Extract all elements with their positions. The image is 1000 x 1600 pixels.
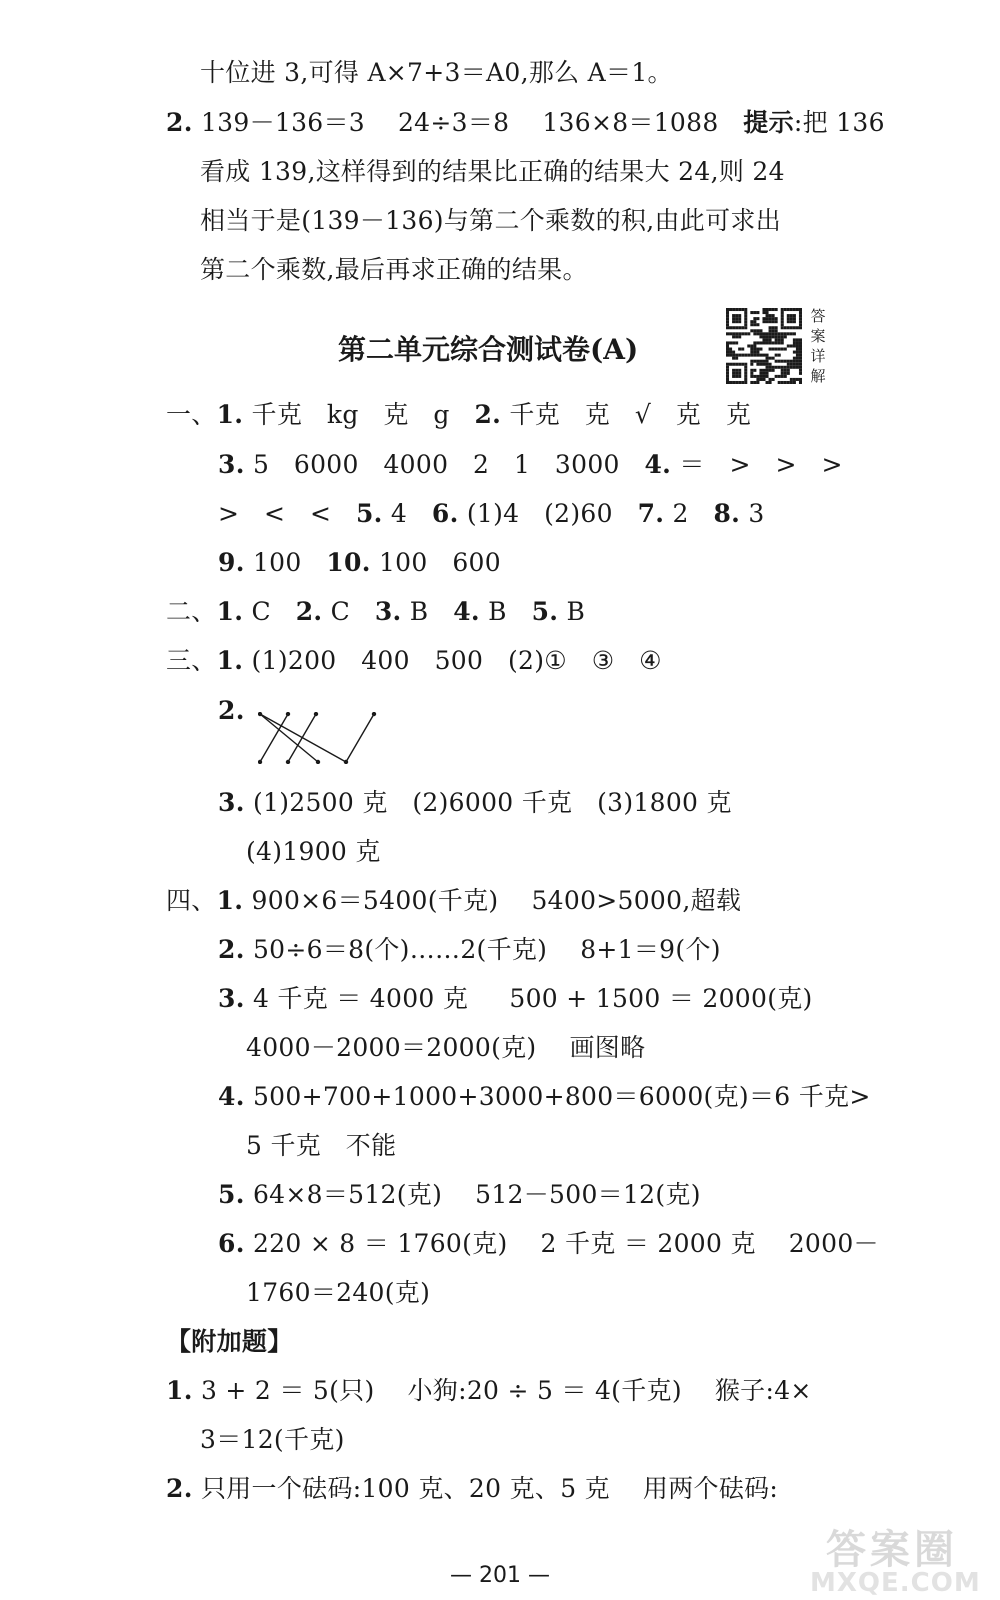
item-number: 3. bbox=[218, 788, 245, 817]
answer-line-l02 bbox=[166, 106, 885, 140]
answer-line-l07 bbox=[218, 448, 843, 482]
answer-line-l26 bbox=[200, 1423, 345, 1457]
answer-text: 5 6000 4000 2 1 3000 bbox=[244, 450, 645, 479]
answer-text: 二、 bbox=[166, 597, 217, 626]
answer-text: 四、 bbox=[166, 886, 217, 915]
answer-line-l21 bbox=[218, 1178, 701, 1212]
match-dot bbox=[314, 712, 318, 716]
item-number: 10. bbox=[326, 548, 371, 577]
answer-text: 500+700+1000+3000+800＝6000(克)＝6 千克> bbox=[244, 1082, 871, 1111]
answer-line-l12 bbox=[218, 694, 245, 728]
item-number: 2. bbox=[166, 1474, 193, 1503]
item-number: 9. bbox=[218, 548, 245, 577]
answer-text: :把 136 bbox=[793, 108, 885, 137]
answer-text: B bbox=[479, 597, 532, 626]
answer-text: 看成 139,这样得到的结果比正确的结果大 24,则 24 bbox=[200, 157, 785, 186]
page-number: — 201 — bbox=[450, 1563, 550, 1588]
answer-line-l01 bbox=[200, 56, 673, 90]
answer-line-l11 bbox=[166, 644, 662, 678]
answer-text: (1)4 (2)60 bbox=[458, 499, 638, 528]
answer-line-l08 bbox=[218, 497, 765, 531]
answer-text: 50÷6＝8(个)……2(千克) 8+1＝9(个) bbox=[244, 935, 721, 964]
qr-caption-char: 案 bbox=[810, 327, 826, 345]
qr-caption-char: 解 bbox=[810, 367, 826, 385]
watermark-logo: 答案圈 bbox=[826, 1527, 958, 1573]
answer-text: 3 bbox=[740, 499, 765, 528]
answer-text: 900×6＝5400(千克) 5400>5000,超载 bbox=[243, 886, 742, 915]
qr-caption-char: 详 bbox=[810, 347, 826, 365]
match-line bbox=[260, 714, 318, 762]
answer-text: 1760＝240(克) bbox=[246, 1278, 431, 1307]
match-dot bbox=[286, 712, 290, 716]
item-number: 5. bbox=[218, 1180, 245, 1209]
qr-caption-char: 答 bbox=[810, 307, 826, 325]
answer-line-l23 bbox=[246, 1276, 430, 1310]
answer-text: 千克 克 √ 克 克 bbox=[501, 400, 752, 429]
answer-line-l04 bbox=[200, 204, 781, 238]
item-number: 3. bbox=[218, 450, 245, 479]
match-line bbox=[346, 714, 374, 762]
answer-text: (1)200 400 500 (2)① ③ ④ bbox=[243, 646, 662, 675]
item-number: 【附加题】 bbox=[166, 1327, 293, 1356]
answer-text: 4000－2000＝2000(克) 画图略 bbox=[246, 1033, 646, 1062]
answer-text: 4 千克 ＝ 4000 克 500 + 1500 ＝ 2000(克) bbox=[244, 984, 813, 1013]
match-dot bbox=[372, 712, 376, 716]
answer-text: 一、 bbox=[166, 400, 217, 429]
answer-text: 100 bbox=[244, 548, 327, 577]
answer-line-l06 bbox=[166, 398, 751, 432]
watermark-url: MXQE.COM bbox=[810, 1568, 981, 1598]
qr-code-icon[interactable] bbox=[726, 308, 802, 384]
answer-line-l22 bbox=[218, 1227, 879, 1261]
match-dot bbox=[286, 760, 290, 764]
item-number: 1. bbox=[166, 1376, 193, 1405]
answer-text: 三、 bbox=[166, 646, 217, 675]
item-number: 2. bbox=[295, 597, 323, 626]
answer-text: 十位进 3,可得 A×7+3＝A0,那么 A＝1。 bbox=[200, 58, 673, 87]
item-number: 6. bbox=[218, 1229, 245, 1258]
item-number: 5. bbox=[531, 597, 559, 626]
item-number: 2. bbox=[218, 696, 245, 725]
item-number: 5. bbox=[355, 499, 383, 528]
answer-text: B bbox=[558, 597, 586, 626]
answer-text: 千克 kg 克 g bbox=[243, 400, 475, 429]
answer-line-l13 bbox=[218, 786, 732, 820]
answer-text: 100 600 bbox=[370, 548, 501, 577]
item-number: 7. bbox=[637, 499, 665, 528]
answer-text: 5 千克 不能 bbox=[246, 1131, 397, 1160]
match-dot bbox=[344, 760, 348, 764]
answer-text: (4)1900 克 bbox=[246, 837, 381, 866]
answer-text: B bbox=[401, 597, 454, 626]
item-number: 1. bbox=[216, 400, 244, 429]
qr-caption bbox=[808, 306, 828, 386]
item-number: 1. bbox=[216, 886, 244, 915]
item-number: 6. bbox=[431, 499, 459, 528]
item-number: 3. bbox=[218, 984, 245, 1013]
answer-text: C bbox=[243, 597, 296, 626]
answer-line-l10 bbox=[166, 595, 585, 629]
item-number: 4. bbox=[218, 1082, 245, 1111]
answer-text: 3 + 2 ＝ 5(只) 小狗:20 ÷ 5 ＝ 4(千克) 猴子:4× bbox=[192, 1376, 812, 1405]
item-number: 2. bbox=[166, 108, 193, 137]
answer-text: 139－136＝3 24÷3＝8 136×8＝1088 bbox=[192, 108, 744, 137]
watermark bbox=[802, 1518, 998, 1600]
item-number: 1. bbox=[216, 597, 244, 626]
answer-text: 相当于是(139－136)与第二个乘数的积,由此可求出 bbox=[200, 206, 781, 235]
answer-text: 第二个乘数,最后再求正确的结果。 bbox=[200, 255, 588, 284]
item-number: 提示 bbox=[743, 108, 794, 137]
answer-line-l03 bbox=[200, 155, 785, 189]
answer-text: 2 bbox=[664, 499, 714, 528]
item-number: 1. bbox=[216, 646, 244, 675]
answer-line-l18 bbox=[246, 1031, 645, 1065]
answer-line-l17 bbox=[218, 982, 813, 1016]
answer-text: C bbox=[322, 597, 375, 626]
match-dot bbox=[316, 760, 320, 764]
answer-text: > < < bbox=[218, 499, 356, 528]
section-title: 第二单元综合测试卷(A) bbox=[338, 333, 639, 366]
answer-line-l27 bbox=[166, 1472, 778, 1506]
answer-text: 只用一个砝码:100 克、20 克、5 克 用两个砝码: bbox=[192, 1474, 779, 1503]
answer-line-l19 bbox=[218, 1080, 871, 1114]
answer-line-l20 bbox=[246, 1129, 396, 1163]
item-number: 8. bbox=[713, 499, 741, 528]
match-line bbox=[260, 714, 346, 762]
item-number: 4. bbox=[453, 597, 480, 626]
answer-line-l05 bbox=[200, 253, 588, 287]
answer-text: 64×8＝512(克) 512－500＝12(克) bbox=[244, 1180, 701, 1209]
answer-line-l09 bbox=[218, 546, 501, 580]
answer-line-l15 bbox=[166, 884, 741, 918]
answer-line-l24 bbox=[166, 1325, 293, 1359]
answer-text: 220 × 8 ＝ 1760(克) 2 千克 ＝ 2000 克 2000－ bbox=[244, 1229, 879, 1258]
answer-line-l25 bbox=[166, 1374, 812, 1408]
answer-text: 4 bbox=[382, 499, 432, 528]
answer-text: 3＝12(千克) bbox=[200, 1425, 345, 1454]
item-number: 4. bbox=[644, 450, 672, 479]
answer-line-l16 bbox=[218, 933, 721, 967]
answer-text: (1)2500 克 (2)6000 千克 (3)1800 克 bbox=[244, 788, 732, 817]
item-number: 2. bbox=[474, 400, 502, 429]
item-number: 3. bbox=[374, 597, 402, 626]
answer-text: ＝ > > > bbox=[671, 450, 843, 479]
item-number: 2. bbox=[218, 935, 245, 964]
answer-line-l14 bbox=[246, 835, 381, 869]
matching-lines-diagram bbox=[258, 712, 382, 764]
